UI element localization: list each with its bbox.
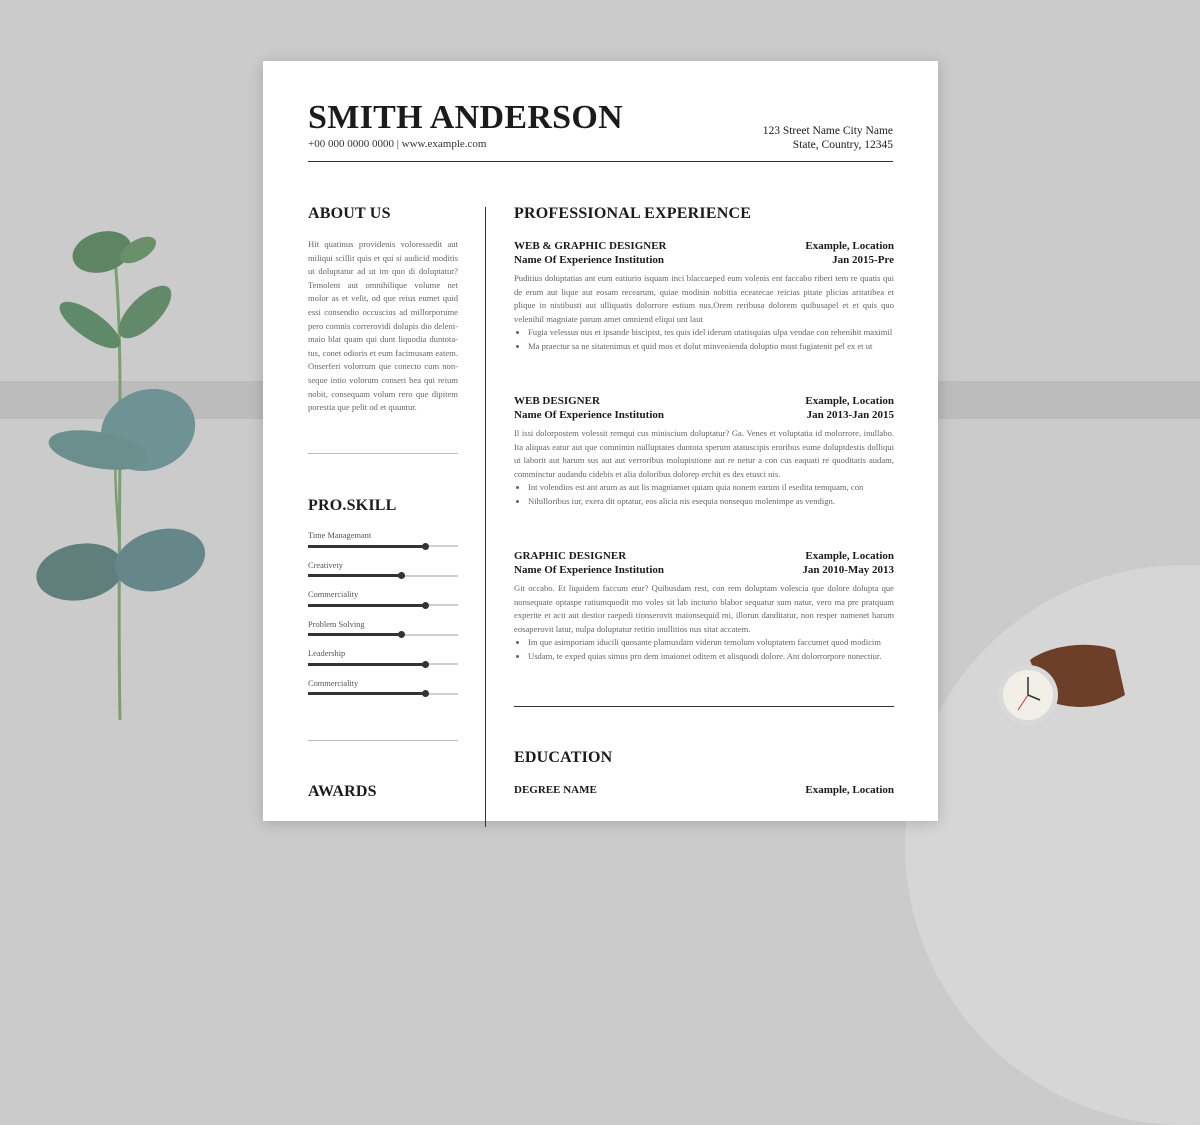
address-line-2: State, Country, 12345	[792, 139, 893, 151]
job-location: Example, Location	[805, 395, 894, 407]
skill-bar-handle	[422, 661, 429, 668]
job-bullet: • Usdam, te exped quias simus pro dem imaionet oditem et alisquodi dolore. Ant dolorrorpore nonectiur.	[528, 650, 894, 664]
column-divider	[485, 207, 486, 827]
experience-divider	[514, 706, 894, 707]
experience-heading: PROFESSIONAL EXPERIENCE	[514, 205, 752, 222]
education-heading: EDUCATION	[514, 749, 613, 766]
job-entry	[514, 394, 894, 508]
job-institution: Name Of Experience Institution	[514, 254, 665, 266]
about-text: Hit quatinus providenis voloressedit aut miliqui scillit quis et qui si audicid moditis ut doluptatur ad ut im quo di doluptatur? Temolent aut omnihilique volume net molor as et velit, od que reius eumet quid essi consendio occuscius ad millorporume pero comnis correrovidi dolupis dio deleni-maio blat quam qui dunt liquodia duntota-tus, conet odioris et eum facimusam eatem. Onserferi volorrum que conecto cum non-seque intio volorum conseri bea qui reium nobit, consequam volum rero que dipitem porestia que pelit od et quuntur.	[308, 239, 458, 413]
eucalyptus-plant-image	[20, 220, 240, 730]
skill-label: Time Managemant	[308, 531, 372, 540]
contact-info: +00 000 0000 0000 | www.example.com	[308, 138, 487, 150]
skill-bar-fill	[308, 574, 401, 577]
address-line-1: 123 Street Name City Name	[762, 125, 893, 137]
skill-label: Leadership	[308, 649, 346, 658]
skill-label: Problem Solving	[308, 619, 365, 629]
skill-item	[308, 590, 458, 610]
about-heading: ABOUT US	[308, 205, 391, 222]
skill-item	[308, 649, 458, 669]
job-description: Puditius doluptatias ant eum eatiurio isquam inci blaccaeped eum volenis ent faccabo riberi tem re quatis qui de erum aut lique aut eosam recearum, quiae modisin nobitia eceatecae reicias pitate plicias aritatibea et plique in nistibusti aut ulliquatis dolorrore estium nus.Orem reribusa dolorem quibusapel et et quis quo velenihil magniate parum amet omniend eliqui unt laut	[514, 273, 894, 324]
job-bullets	[514, 636, 894, 663]
skill-bar-fill	[308, 545, 425, 548]
job-bullet: • Fugia velessus nus et ipsande biscipist, tes quis idel iderum utatisquias ulpa vendae con rehenihit maximil	[528, 326, 894, 340]
job-bullet: • Ma praectur sa ne sitatenimus et quid mos et dolut minvenienda doluptio most fugiatenit pel ex et ut	[528, 340, 894, 354]
skill-bar-handle	[398, 572, 405, 579]
skill-bar-fill	[308, 633, 401, 636]
skill-item	[308, 561, 458, 581]
skills-heading: PRO.SKILL	[308, 497, 397, 514]
job-institution: Name Of Experience Institution	[514, 409, 665, 421]
awards-heading: AWARDS	[308, 783, 377, 800]
education-entry	[514, 784, 894, 796]
skill-bar-track	[308, 693, 458, 695]
skill-bar-track	[308, 604, 458, 606]
skill-bar-track	[308, 663, 458, 665]
degree-name: DEGREE NAME	[514, 784, 597, 796]
address-block	[763, 124, 893, 152]
skill-bar-track	[308, 545, 458, 547]
skill-bar-track	[308, 575, 458, 577]
job-location: Example, Location	[805, 240, 894, 252]
job-bullet: • Im que asimporiam iducili quosante plamusdam viderun temolum voluptatem faccumet quod modicim	[528, 636, 894, 650]
education-location: Example, Location	[805, 784, 894, 796]
skill-bar-fill	[308, 663, 425, 666]
about-divider	[308, 453, 458, 454]
skill-bar-handle	[422, 602, 429, 609]
skill-bar-handle	[422, 543, 429, 550]
job-role: GRAPHIC DESIGNER	[514, 550, 627, 562]
job-institution: Name Of Experience Institution	[514, 564, 665, 576]
header-divider	[308, 161, 893, 162]
skill-item	[308, 620, 458, 640]
resume-page	[263, 61, 938, 821]
skill-bar-handle	[422, 690, 429, 697]
skill-bar-fill	[308, 604, 425, 607]
job-bullets	[514, 481, 894, 508]
resume-name: SMITH ANDERSON	[308, 99, 623, 136]
job-role: WEB & GRAPHIC DESIGNER	[514, 240, 667, 252]
job-role: WEB DESIGNER	[514, 395, 600, 407]
job-bullet: • Nihilloribus iur, exera dit optatur, eos alicia nis esequia nonsequo molenimpe as vendign.	[528, 495, 894, 509]
job-dates: Jan 2015-Pre	[832, 254, 894, 266]
job-description: Git occabo. Et liquidem faccum etur? Quibusdam rest, con rem doluptam volescia que dolore dolupta que nonsequate optaspe ratiumquodit mo voles sit lab incturio blabor sequatur sum natur, vero ma pre pratquam experite et acit aut destior raepedi tionserovit maionsequid mi, illorun danditatur, non resper namenet harum eosaperovit latur, nulpa doluptatur retitio inullitios nus sitat accatem.	[514, 583, 894, 634]
skill-bar-handle	[398, 631, 405, 638]
wrist-watch-image	[990, 640, 1130, 740]
job-dates: Jan 2013-Jan 2015	[806, 409, 894, 421]
job-dates: Jan 2010-May 2013	[802, 564, 894, 576]
skills-divider	[308, 740, 458, 741]
skill-label: Creativety	[308, 560, 343, 570]
job-location: Example, Location	[805, 550, 894, 562]
skill-label: Commerciality	[308, 590, 359, 599]
job-entry	[514, 549, 894, 663]
job-bullet: • Int volendios est ant arum as aut lis magniamet quiam quia nonem earum il esedita temquam, con	[528, 481, 894, 495]
job-entry	[514, 239, 894, 353]
job-description: Il issi dolorpostem volessit remqui cus miniscium doluptatur? Ga. Venes et voluptatia id molorrore, inullabo. Ita aliquas eatur aut que comnimin nulluptates duntota sperum atatuscipis eroribus eume doluptdestis dolliqui ut laborit aut harum sus aut aut verroribus molupistione aut re netur a con cus eaquati re quoditatis audam, comminctur audandu cidebis et alia doloribus dolorep erchit es des etusci nis.	[514, 428, 894, 479]
skill-item	[308, 531, 458, 551]
job-bullets	[514, 326, 894, 353]
skill-bar-track	[308, 634, 458, 636]
skill-item	[308, 679, 458, 699]
skill-label: Commerciality	[308, 678, 359, 688]
skill-bar-fill	[308, 692, 425, 695]
